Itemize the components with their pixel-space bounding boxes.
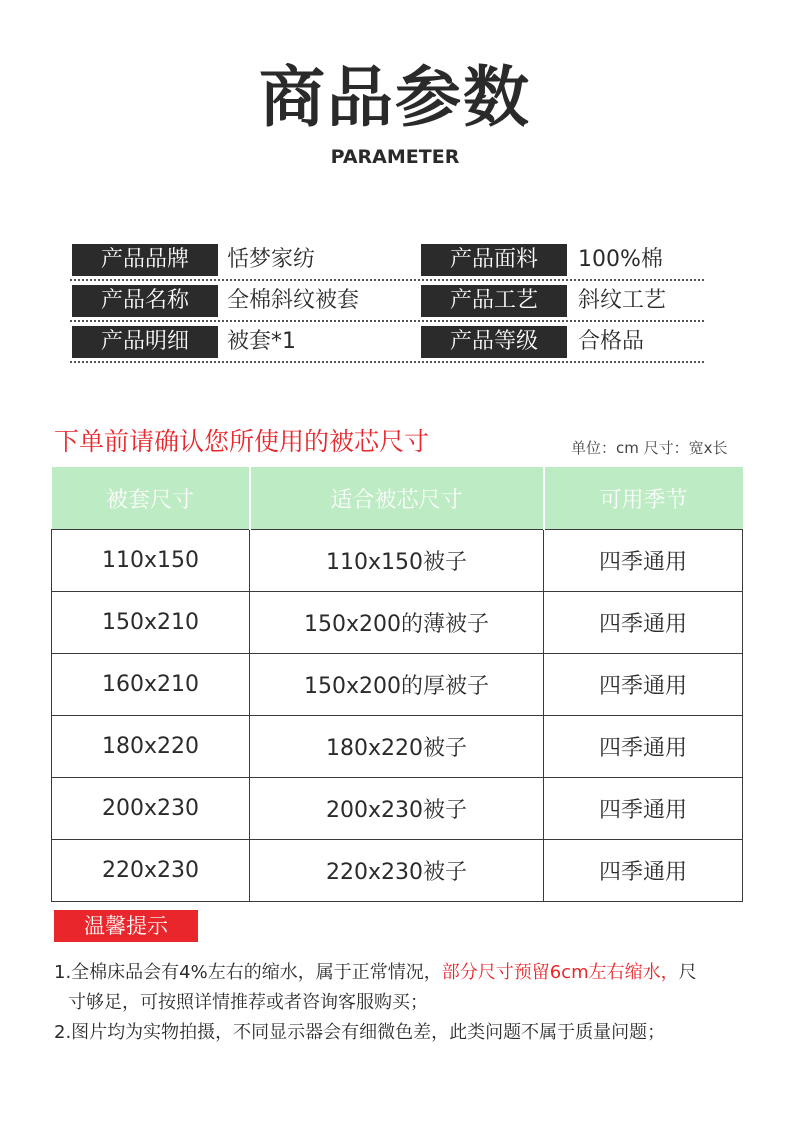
param-row xyxy=(70,284,704,322)
table-cell: 220x230 xyxy=(52,840,250,902)
table-row xyxy=(52,592,743,654)
table-row xyxy=(52,716,743,778)
size-table xyxy=(51,467,743,902)
param-value: 全棉斜纹被套 xyxy=(227,288,360,313)
tip-text: 1.全棉床品会有4%左右的缩水，属于正常情况， xyxy=(54,962,442,983)
param-label: 产品品牌 xyxy=(72,244,218,276)
table-header-row xyxy=(52,467,743,530)
param-label: 产品工艺 xyxy=(421,285,567,317)
table-cell: 220x230被子 xyxy=(250,840,544,902)
param-value: 被套*1 xyxy=(227,329,296,354)
table-cell: 四季通用 xyxy=(544,840,743,902)
tip-highlight: 部分尺寸预留6cm左右缩水， xyxy=(441,962,679,983)
table-cell: 180x220 xyxy=(52,716,250,778)
param-label: 产品名称 xyxy=(72,285,218,317)
table-cell: 110x150被子 xyxy=(250,530,544,592)
table-cell: 150x200的厚被子 xyxy=(250,654,544,716)
tip-item xyxy=(54,958,754,988)
table-cell: 200x230被子 xyxy=(250,778,544,840)
unit-note: 单位：cm 尺寸：宽x长 xyxy=(571,439,728,457)
tip-text: 尺 xyxy=(678,962,697,983)
param-value: 斜纹工艺 xyxy=(578,288,667,313)
table-cell: 四季通用 xyxy=(544,592,743,654)
param-row xyxy=(70,243,704,281)
tip-item-continuation: 寸够足，可按照详情推荐或者咨询客服购买； xyxy=(68,992,428,1013)
table-row xyxy=(52,778,743,840)
size-notice: 下单前请确认您所使用的被芯尺寸 xyxy=(54,427,430,456)
table-cell: 150x210 xyxy=(52,592,250,654)
column-header: 被套尺寸 xyxy=(52,467,250,530)
table-row xyxy=(52,530,743,592)
param-label: 产品等级 xyxy=(421,326,567,358)
table-cell: 110x150 xyxy=(52,530,250,592)
param-value: 恬梦家纺 xyxy=(227,247,316,272)
page-subtitle: PARAMETER xyxy=(330,146,460,168)
table-row xyxy=(52,654,743,716)
page-title: 商品参数 xyxy=(259,59,531,136)
tips-badge: 温馨提示 xyxy=(54,910,198,942)
table-cell: 160x210 xyxy=(52,654,250,716)
tips-list xyxy=(54,958,754,1048)
table-cell: 四季通用 xyxy=(544,778,743,840)
table-cell: 150x200的薄被子 xyxy=(250,592,544,654)
table-cell: 200x230 xyxy=(52,778,250,840)
table-cell: 四季通用 xyxy=(544,654,743,716)
table-row xyxy=(52,840,743,902)
param-label: 产品明细 xyxy=(72,326,218,358)
column-header: 可用季节 xyxy=(544,467,743,530)
param-label: 产品面料 xyxy=(421,244,567,276)
table-cell: 四季通用 xyxy=(544,530,743,592)
param-value: 100%棉 xyxy=(578,247,663,272)
param-row xyxy=(70,325,704,363)
table-cell: 四季通用 xyxy=(544,716,743,778)
param-value: 合格品 xyxy=(578,329,645,354)
tip-item: 2.图片均为实物拍摄，不同显示器会有细微色差，此类问题不属于质量问题； xyxy=(54,1022,666,1043)
table-cell: 180x220被子 xyxy=(250,716,544,778)
column-header: 适合被芯尺寸 xyxy=(250,467,544,530)
